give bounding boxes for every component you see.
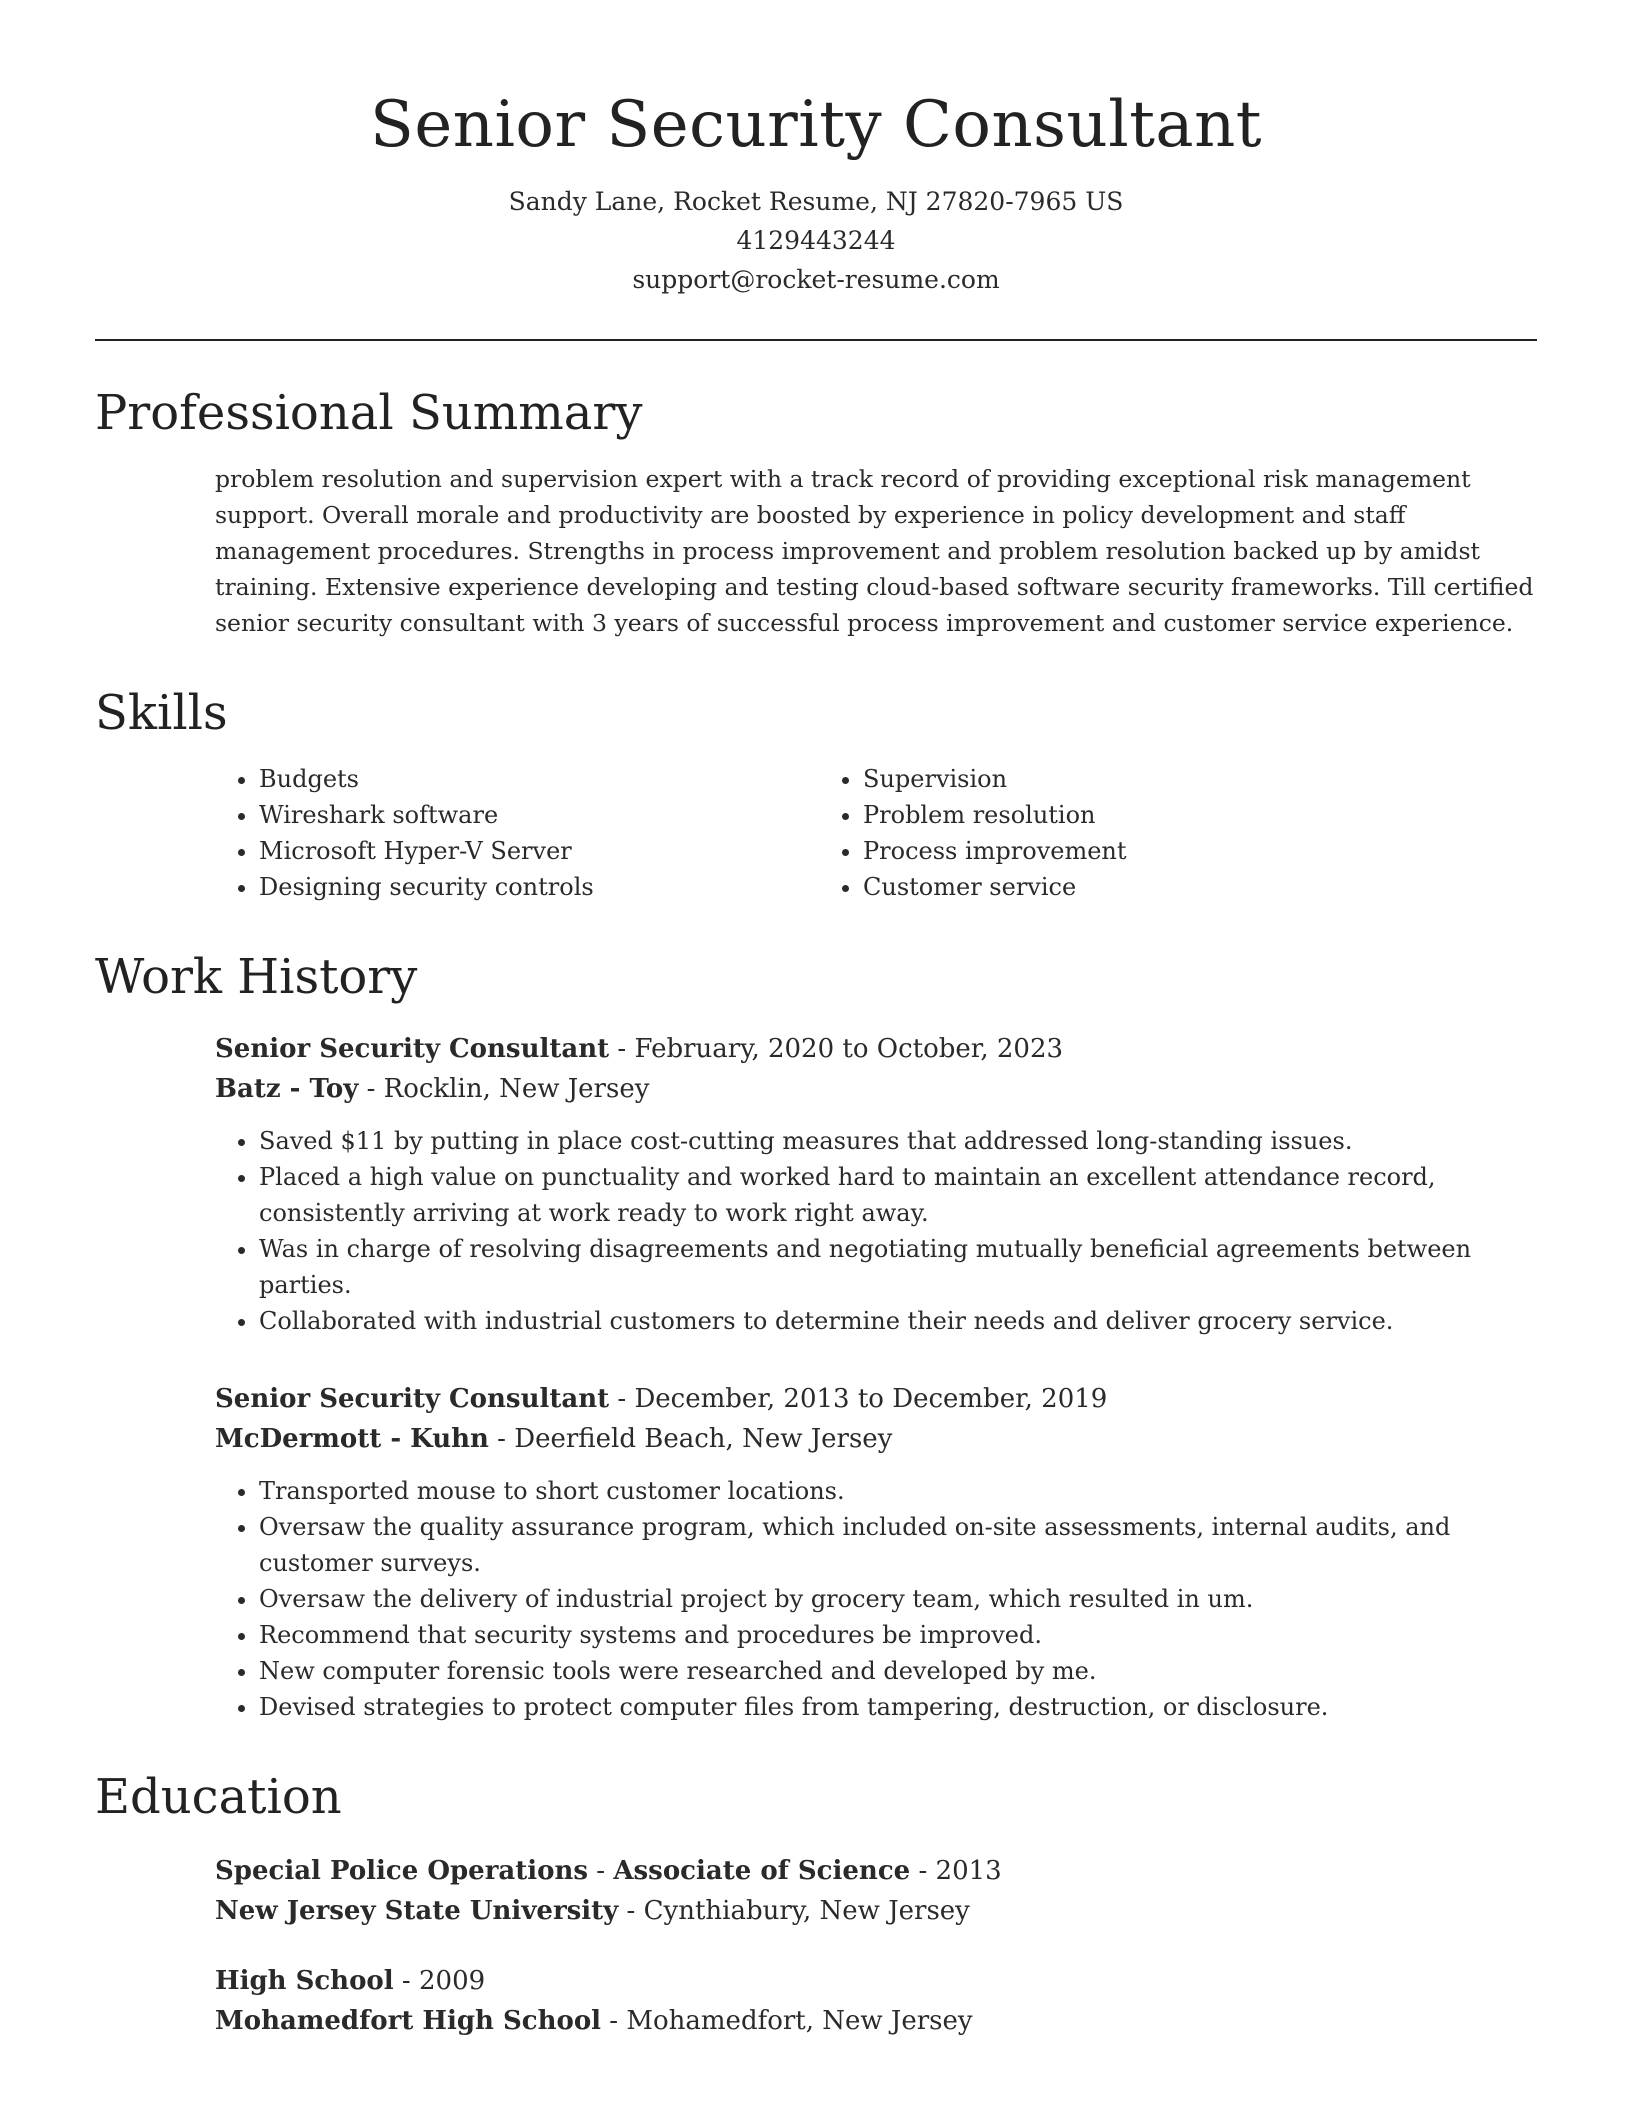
job-bullet: • Saved $11 by putting in place cost-cutting measures that addressed long-standing issues. [259,1123,1537,1159]
header-divider [95,339,1537,341]
work-history-section [95,945,1537,1725]
education-degree: Associate of Science [613,1856,911,1886]
job-company-line: McDermott - Kuhn - Deerfield Beach, New Jersey [215,1424,893,1454]
skills-section [95,681,1537,905]
education-program: High School [215,1966,394,1996]
education-year: 2013 [935,1856,1002,1886]
job-company-line: Batz - Toy - Rocklin, New Jersey [215,1074,650,1104]
skills-columns [95,761,1537,905]
education-school-line: New Jersey State University - Cynthiabury, New Jersey [215,1896,970,1926]
skill-item: • Microsoft Hyper-V Server [259,833,819,869]
resume-header [95,80,1537,299]
job-role: Senior Security Consultant [215,1034,610,1064]
job-company: Batz - Toy [215,1074,359,1104]
job-bullet: • Transported mouse to short customer locations. [259,1473,1537,1509]
job-bullet: • Was in charge of resolving disagreements and negotiating mutually beneficial agreements between parties. [259,1231,1537,1303]
job-location: Deerfield Beach, New Jersey [514,1424,893,1454]
job-bullet: • Oversaw the delivery of industrial project by grocery team, which resulted in um. [259,1581,1537,1617]
skill-item: • Process improvement [863,833,1423,869]
job-dates: December, 2013 to December, 2019 [634,1384,1108,1414]
education-entry [95,1961,1537,2041]
work-history-heading: Work History [95,949,418,1005]
summary-heading: Professional Summary [95,385,643,441]
skill-item: • Customer service [863,869,1423,905]
education-section [95,1765,1537,2041]
education-school-line: Mohamedfort High School - Mohamedfort, New Jersey [215,2006,973,2036]
job-role: Senior Security Consultant [215,1384,610,1414]
job-bullet: • Recommend that security systems and procedures be improved. [259,1617,1537,1653]
contact-block [95,182,1537,299]
skill-item: • Designing security controls [259,869,819,905]
skills-heading: Skills [95,685,228,741]
resume-title: Senior Security Consultant [370,88,1262,162]
job-bullet: • Placed a high value on punctuality and worked hard to maintain an excellent attendance record, consistently arriving at work ready to work right away. [259,1159,1537,1231]
education-program: Special Police Operations [215,1856,589,1886]
job-title-line: Senior Security Consultant - February, 2020 to October, 2023 [215,1034,1064,1064]
summary-section [95,381,1537,641]
education-program-line: High School - 2009 [215,1966,486,1996]
skill-item: • Problem resolution [863,797,1423,833]
education-year: 2009 [418,1966,486,1996]
contact-address: Sandy Lane, Rocket Resume, NJ 27820-7965 US [508,187,1124,216]
skill-item: • Budgets [259,761,819,797]
job-dates: February, 2020 to October, 2023 [634,1034,1064,1064]
skill-item: • Supervision [863,761,1423,797]
education-school: New Jersey State University [215,1896,619,1926]
job-bullet: • Devised strategies to protect computer files from tampering, destruction, or disclosure. [259,1689,1537,1725]
education-location: Mohamedfort, New Jersey [626,2006,973,2036]
job-location: Rocklin, New Jersey [383,1074,650,1104]
job-company: McDermott - Kuhn [215,1424,489,1454]
education-program-line: Special Police Operations - Associate of Science - 2013 [215,1856,1002,1886]
contact-phone: 4129443244 [736,226,896,255]
skills-list-left [215,761,819,905]
job-title-line: Senior Security Consultant - December, 2013 to December, 2019 [215,1384,1108,1414]
education-heading: Education [95,1769,342,1825]
job-bullet: • New computer forensic tools were researched and developed by me. [259,1653,1537,1689]
education-entry [95,1851,1537,1931]
skills-list-right [819,761,1423,905]
job-bullets [215,1473,1537,1725]
skill-item: • Wireshark software [259,797,819,833]
summary-text: problem resolution and supervision expert with a track record of providing exceptional risk management support. Overall morale and productivity are boosted by experience in policy development and staff management procedures. Strengths in process improvement and problem resolution backed up by amidst training. Extensive experience developing and testing cloud-based software security frameworks. Till certified senior security consultant with 3 years of successful process improvement and customer service experience. [215,465,1534,637]
contact-email: support@rocket-resume.com [632,265,1000,294]
job-entry [95,1029,1537,1339]
job-bullet: • Oversaw the quality assurance program, which included on-site assessments, internal audits, and customer surveys. [259,1509,1537,1581]
job-bullets [215,1123,1537,1339]
job-entry [95,1379,1537,1725]
education-location: Cynthiabury, New Jersey [643,1896,970,1926]
education-school: Mohamedfort High School [215,2006,602,2036]
job-bullet: • Collaborated with industrial customers to determine their needs and deliver grocery service. [259,1303,1537,1339]
